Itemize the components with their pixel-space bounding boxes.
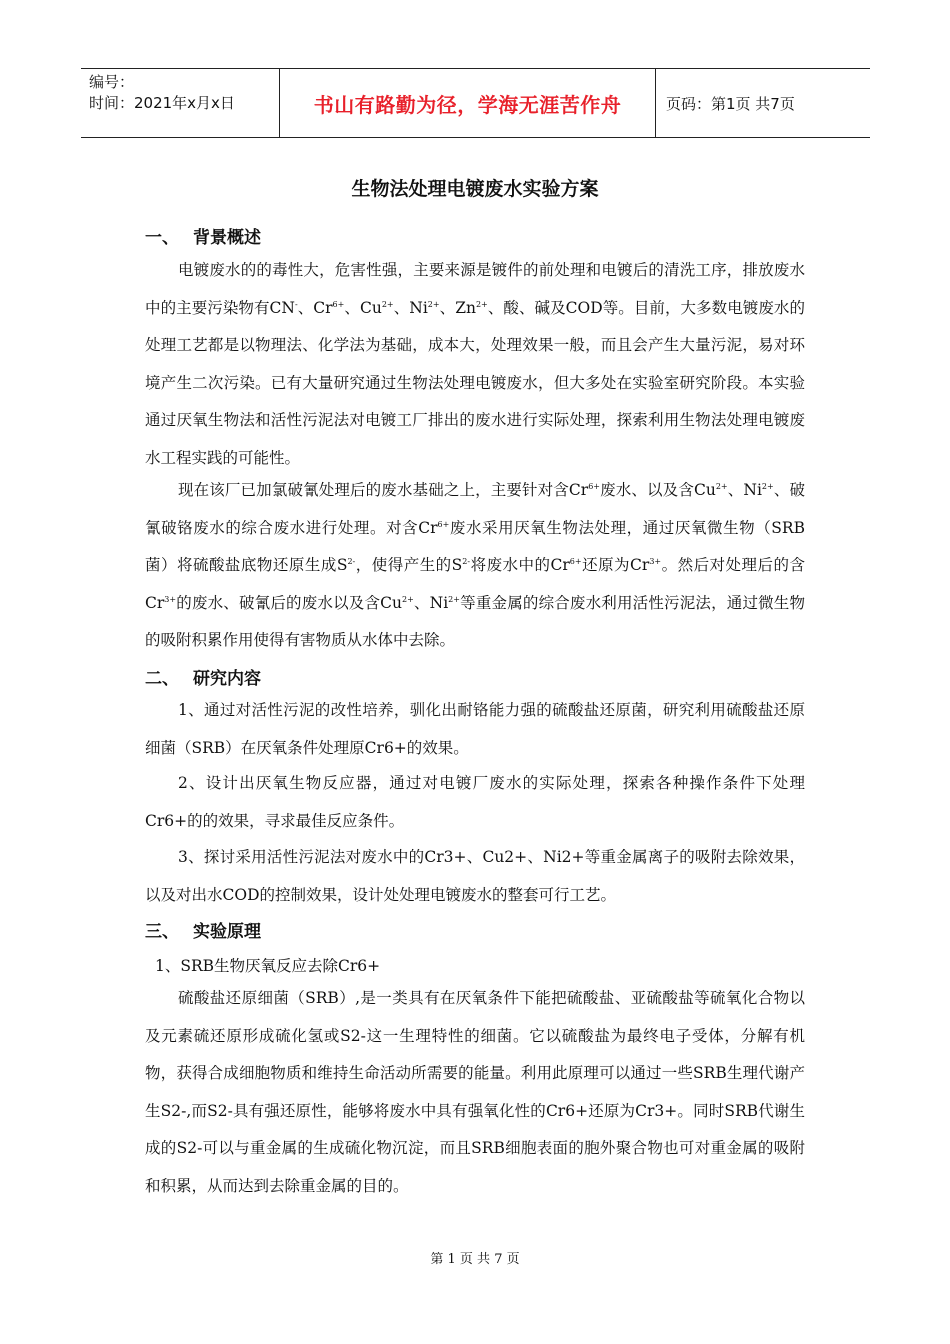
section-heading-background — [145, 223, 261, 248]
page-footer: 第 1 页 共 7 页 — [430, 1252, 520, 1267]
section-number: 三、 — [145, 922, 179, 942]
page-info-cell — [656, 69, 870, 137]
motto: 书山有路勤为径，学海无涯苦作舟 — [313, 92, 622, 117]
paragraph-srb: 硫酸盐还原细菌（SRB）,是一类具有在厌氧条件下能把硫酸盐、亚硫酸盐等硫氧化合物以及元素硫还原形成硫化氢或S2-这一生理特性的细菌。它以硫酸盐为最终电子受体，分解有机物，获得合成细胞物质和维持生命活动所需要的能量。利用此原理可以通过一些SRB生理代谢产生S2-,而S2-具有强还原性，能够将废水中具有强氧化性的Cr6+还原为Cr3+。同时SRB代谢生成的S2-可以与重金属的生成硫化物沉淀，而且SRB细胞表面的胞外聚合物也可对重金属的吸附和积累，从而达到去除重金属的目的。 — [145, 989, 805, 1195]
header-meta-cell — [81, 69, 280, 137]
page-info: 页码：第1页 共7页 — [666, 94, 795, 113]
section-heading-research — [145, 664, 261, 689]
section-title: 实验原理 — [193, 922, 261, 942]
document-title: 生物法处理电镀废水实验方案 — [351, 178, 599, 200]
number-label: 编号： — [89, 73, 135, 91]
paragraph-research-1: 1、通过对活性污泥的改性培养，驯化出耐铬能力强的硫酸盐还原菌，研究利用硫酸盐还原细菌（SRB）在厌氧条件处理原Cr6+的效果。 — [145, 701, 805, 757]
section-heading-principle — [145, 917, 261, 942]
paragraph-research-3: 3、探讨采用活性污泥法对废水中的Cr3+、Cu2+、Ni2+等重金属离子的吸附去除效果，以及对出水COD的控制效果，设计处处理电镀废水的整套可行工艺。 — [145, 848, 805, 904]
date-label: 时间：2021年x月x日 — [89, 94, 235, 112]
document-header — [81, 68, 870, 138]
section-number: 一、 — [145, 228, 179, 248]
section-title: 背景概述 — [193, 228, 261, 248]
paragraph-background: 电镀废水的的毒性大，危害性强，主要来源是镀件的前处理和电镀后的清洗工序，排放废水中的主要污染物有CN-、$Cr^{6+}$、$Cu^{2+}$、$Ni^{2+}$、$Zn^{2+}$、酸、碱及COD等。目前，大多数电镀废水的处理工艺都是以物理法、化学法为基础，成本大，处理效果一般，而且会产生大量污泥，易对环境产生二次污染。已有大量研究通过生物法处理电镀废水，但大多处在实验室研究阶段。本实验通过厌氧生物法和活性污泥法对电镀工厂排出的废水进行实际处理，探索利用生物法处理电镀废水工程实践的可能性。 — [145, 261, 805, 467]
paragraph-research-2: 2、设计出厌氧生物反应器，通过对电镀厂废水的实际处理，探索各种操作条件下处理Cr6+的的效果，寻求最佳反应条件。 — [145, 774, 805, 830]
motto-cell — [280, 69, 656, 137]
subheading-srb: 1、SRB生物厌氧反应去除Cr6+ — [155, 957, 381, 975]
section-title: 研究内容 — [193, 669, 261, 689]
paragraph-target: 现在该厂已加氯破氰处理后的废水基础之上，主要针对含$Cr^{6+}$废水、以及含$Cu^{2+}$、$Ni^{2+}$、破氰破铬废水的综合废水进行处理。对含$Cr^{6+}$废水采用厌氧生物法处理，通过厌氧微生物（SRB菌）将硫酸盐底物还原生成$S^{2-}$，使得产生的$S^{2-}$将废水中的$Cr^{6+}$还原为$Cr^{3+}$。然后对处理后的含$Cr^{3+}$的废水、破氰后的废水以及含$Cu^{2+}$、$Ni^{2+}$等重金属的综合废水利用活性污泥法，通过微生物的吸附积累作用使得有害物质从水体中去除。 — [145, 481, 805, 649]
section-number: 二、 — [145, 669, 179, 689]
